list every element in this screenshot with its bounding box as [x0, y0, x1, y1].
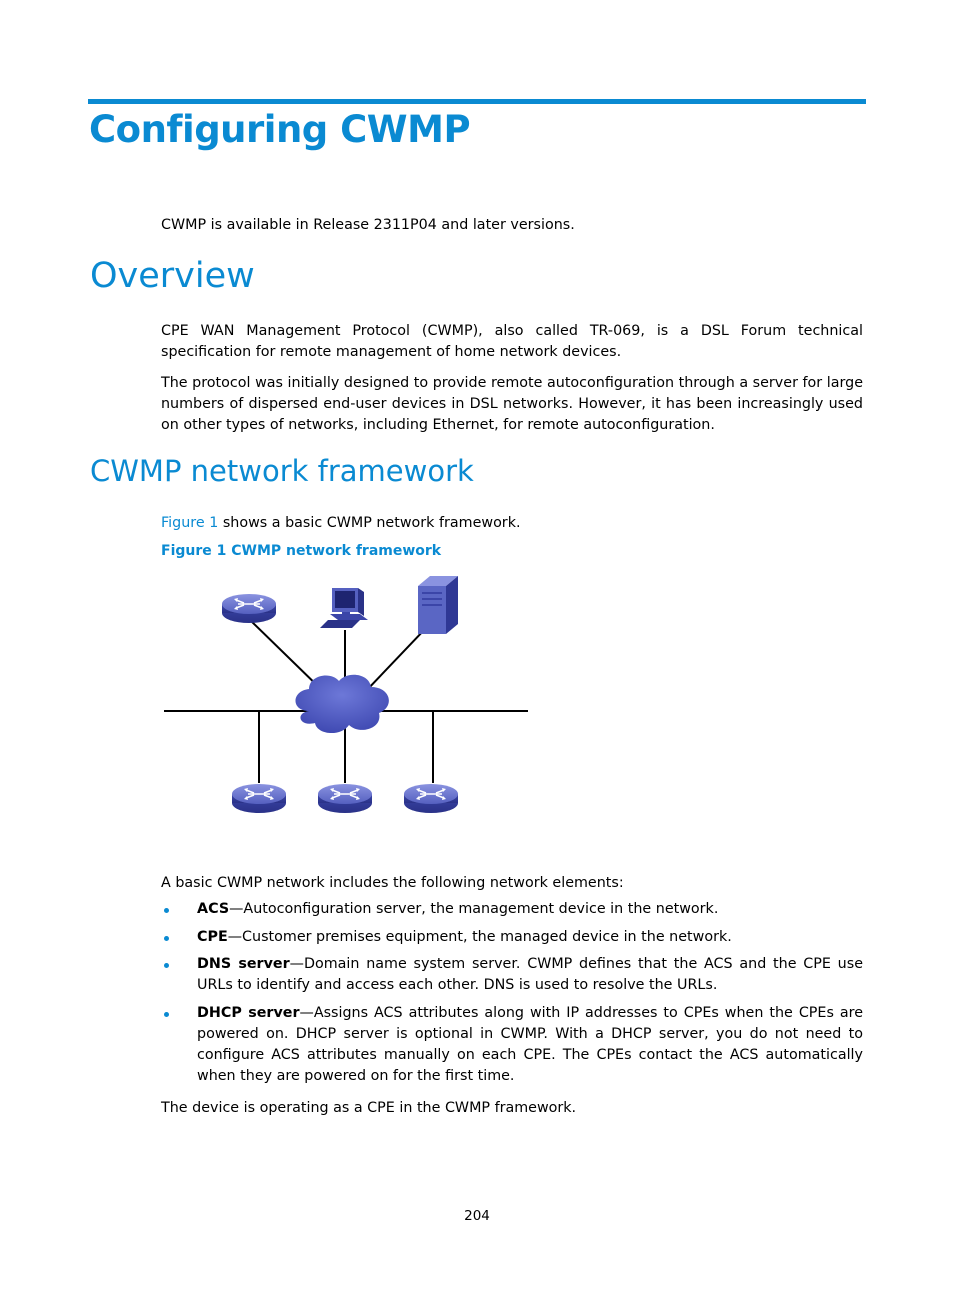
element-description: —Assigns ACS attributes along with IP addresses to CPEs when the CPEs are powered on. DHCP server is optional in CWMP. With a DHCP server, you do not need to configure ACS attributes manually on each CPE. The CPEs contact the ACS automatically when they are powered on for the first time.: [197, 1004, 863, 1084]
list-item: [161, 954, 863, 996]
cpe-router-icon: [404, 784, 458, 813]
list-item: [161, 927, 863, 948]
list-item: [161, 1003, 863, 1087]
framework-heading: CWMP network framework: [90, 454, 474, 488]
element-description: —Customer premises equipment, the managed device in the network.: [227, 928, 732, 945]
cpe-router-icon: [232, 784, 286, 813]
page-title: Configuring CWMP: [89, 108, 471, 151]
list-item: [161, 899, 863, 920]
overview-paragraph-1: CPE WAN Management Protocol (CWMP), also called TR-069, is a DSL Forum technical specification for remote management of home network devices.: [161, 323, 863, 360]
intro-note: CWMP is available in Release 2311P04 and later versions.: [161, 217, 575, 233]
cpe-router-icon: [318, 784, 372, 813]
bullet-icon: [164, 908, 169, 913]
figure-reference-line: [161, 513, 863, 534]
router-icon: [222, 594, 276, 623]
bullet-icon: [164, 1012, 169, 1017]
pc-icon: [320, 588, 368, 628]
figure-reference-text: shows a basic CWMP network framework.: [218, 515, 521, 531]
overview-heading: Overview: [90, 256, 255, 296]
server-icon: [418, 576, 458, 634]
bullet-icon: [164, 963, 169, 968]
figure-1-link[interactable]: Figure 1: [161, 515, 219, 531]
network-cloud-icon: [296, 675, 389, 733]
element-description: —Autoconfiguration server, the management device in the network.: [229, 901, 719, 917]
element-term: CPE: [197, 928, 228, 945]
element-term: ACS: [197, 901, 230, 917]
cwmp-network-diagram: [160, 568, 532, 824]
network-elements-list: [161, 899, 863, 1093]
elements-intro: A basic CWMP network includes the following network elements:: [161, 875, 624, 891]
link-server-cloud: [365, 628, 426, 692]
element-term: DHCP server: [197, 1004, 300, 1021]
title-rule: [88, 99, 866, 104]
closing-paragraph: The device is operating as a CPE in the CWMP framework.: [161, 1100, 577, 1116]
page-number: 204: [464, 1208, 490, 1224]
overview-paragraph-2: The protocol was initially designed to provide remote autoconfiguration through a server for large numbers of dispersed end-user devices in DSL networks. However, it has been increasingly used on other types of networks, including Ethernet, for remote autoconfiguration.: [161, 375, 863, 433]
element-description: —Domain name system server. CWMP defines that the ACS and the CPE use URLs to identify and access each other. DNS is used to resolve the URLs.: [197, 956, 863, 993]
figure-caption: Figure 1 CWMP network framework: [161, 543, 442, 559]
bullet-icon: [164, 936, 169, 941]
element-term: DNS server: [197, 956, 290, 972]
